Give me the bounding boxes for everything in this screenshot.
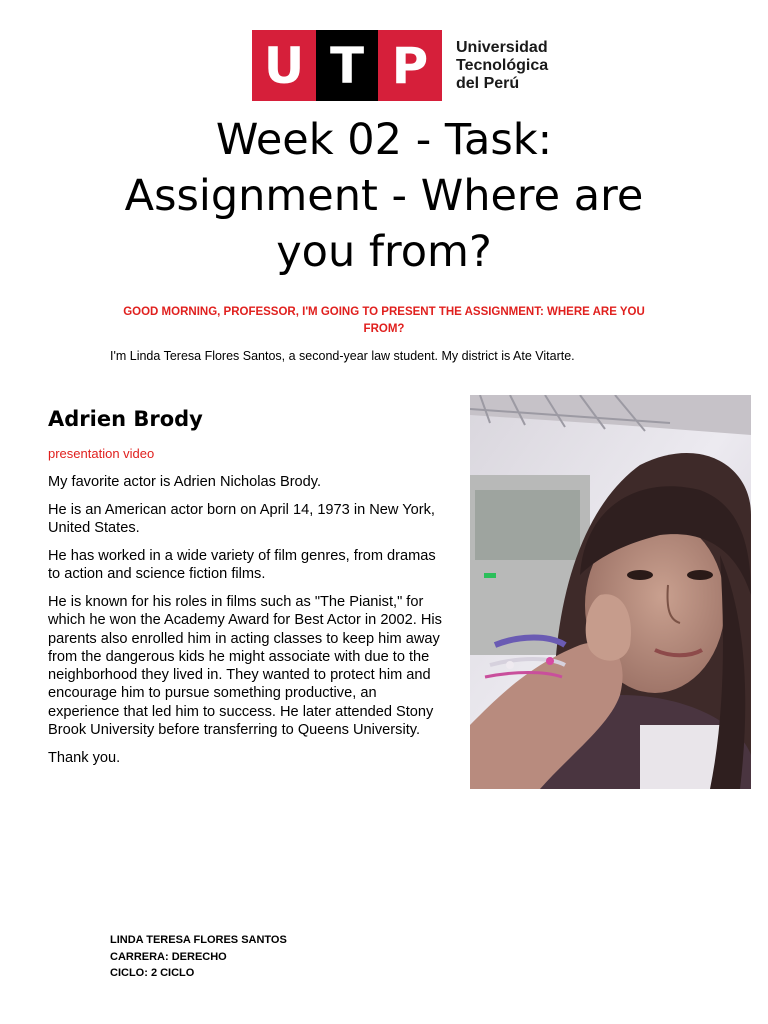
logo-letter-u: U [252,30,316,101]
logo-line-1: Universidad [456,38,548,56]
student-cycle: CICLO: 2 CICLO [110,967,195,979]
student-photo [470,395,751,789]
logo-university-name [456,39,548,93]
student-name: LINDA TERESA FLORES SANTOS [110,934,287,946]
actor-description [48,473,448,777]
logo-line-2: Tecnológica [456,56,549,74]
utp-logo [252,30,548,101]
logo-letter-t: T [316,30,378,101]
greeting-text: GOOD MORNING, PROFESSOR, I'M GOING TO PRESENT THE ASSIGNMENT: WHERE ARE YOU FROM? [123,306,645,335]
paragraph: My favorite actor is Adrien Nicholas Brody. [48,474,322,490]
student-career: CARRERA: DERECHO [110,950,227,963]
paragraph: He is an American actor born on April 14, 1973 in New York, United States. [48,501,435,537]
intro-text: I'm Linda Teresa Flores Santos, a second-year law student. My district is Ate Vitarte. [110,349,575,363]
presentation-video-link[interactable]: presentation video [48,446,155,461]
paragraph: He has worked in a wide variety of film genres, from dramas to action and science fiction films. [48,547,436,583]
student-info [110,932,287,982]
logo-letter-p: P [378,30,442,101]
actor-name-heading: Adrien Brody [48,407,203,431]
paragraph: He is known for his roles in films such as "The Pianist," for which he won the Academy Award for Best Actor in 2002. His parents also enrolled him in acting classes to keep him away from the dangerous kids he might associate with due to the neighborhood they lived in. They wanted to protect him and encourage him to pursue something productive, an experience that led him to success. He later attended Stony Brook University before transferring to Queens University. [48,593,442,739]
logo-line-3: del Perú [456,74,520,92]
document-title: Week 02 - Task: Assignment - Where are you from? [124,115,644,277]
paragraph: Thank you. [48,749,121,766]
